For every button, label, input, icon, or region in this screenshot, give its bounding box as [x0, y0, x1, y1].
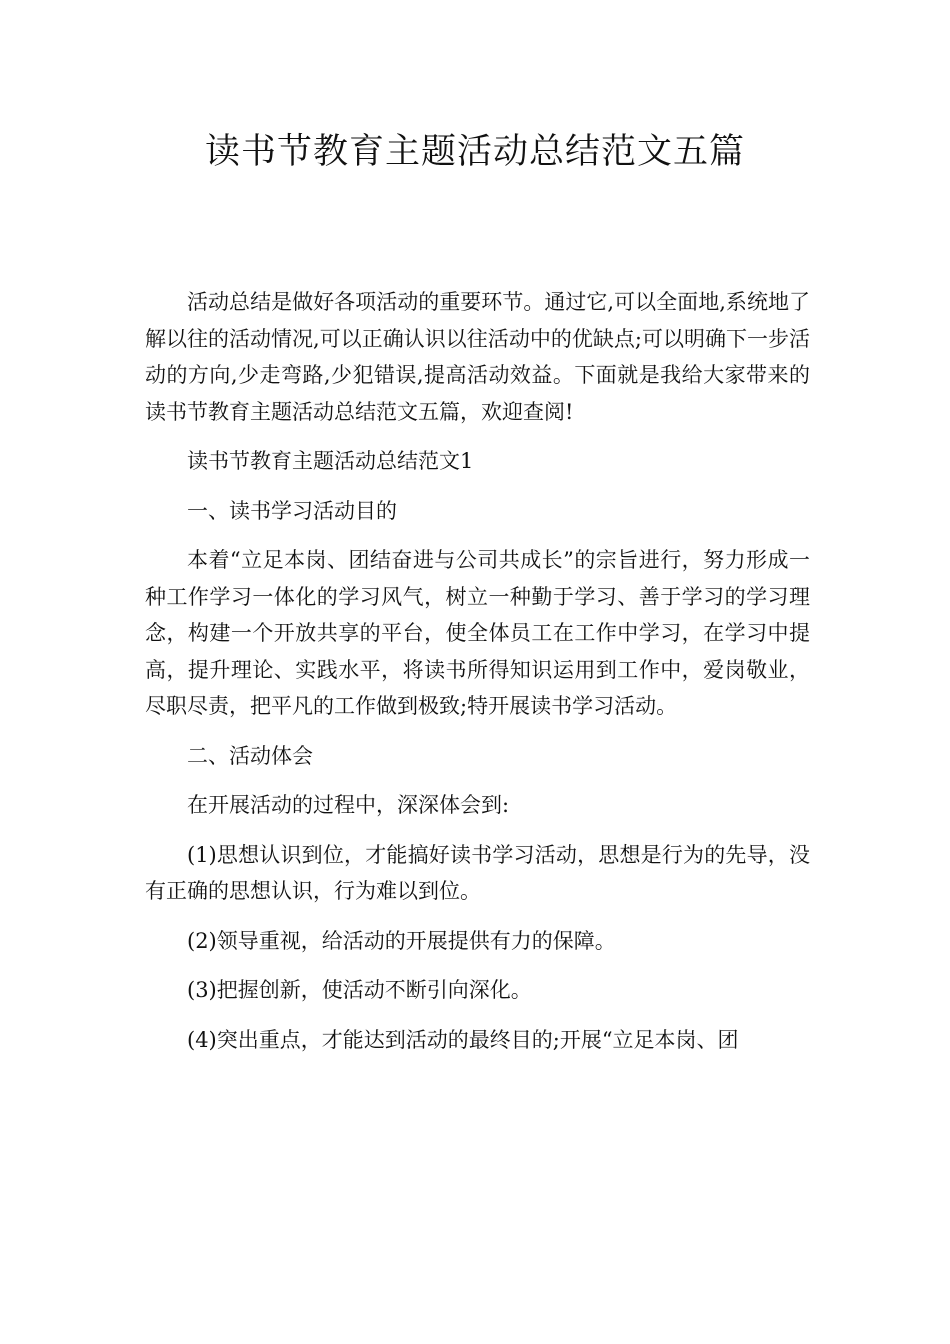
experience-item-2: (2)领导重视，给活动的开展提供有力的保障。 [187, 928, 616, 953]
experience-intro-paragraph: 在开展活动的过程中，深深体会到: [187, 793, 510, 817]
experience-item-3: (3)把握创新，使活动不断引向深化。 [187, 978, 532, 1002]
purpose-paragraph: 本着“立足本岗、团结奋进与公司共成长”的宗旨进行，努力形成一种工作学习一体化的学习风气，树立一种勤于学习、善于学习的学习理念，构建一个开放共享的平台，使全体员工在工作中学习，在学习中提高，提升理论、实践水平，将读书所得知识运用到工作中，爱岗敬业，尽职尽责，把平凡的工作做到极致;特开展读书学习活动。 [145, 548, 810, 718]
section-heading-article-1: 读书节教育主题活动总结范文1 [187, 449, 474, 473]
experience-item-4: (4)突出重点，才能达到活动的最终目的;开展“立足本岗、团 [187, 1027, 739, 1052]
section-heading-experience: 二、活动体会 [187, 743, 313, 768]
experience-item-1: (1)思想认识到位，才能搞好读书学习活动，思想是行为的先导，没有正确的思想认识，行为难以到位。 [145, 842, 810, 903]
section-heading-purpose: 一、读书学习活动目的 [187, 498, 397, 523]
document-title: 读书节教育主题活动总结范文五篇 [204, 132, 745, 172]
document-body [145, 284, 810, 1058]
intro-paragraph: 活动总结是做好各项活动的重要环节。通过它,可以全面地,系统地了解以往的活动情况,可以正确认识以往活动中的优缺点;可以明确下一步活动的方向,少走弯路,少犯错误,提高活动效益。下面就是我给大家带来的读书节教育主题活动总结范文五篇，欢迎查阅! [145, 290, 810, 424]
